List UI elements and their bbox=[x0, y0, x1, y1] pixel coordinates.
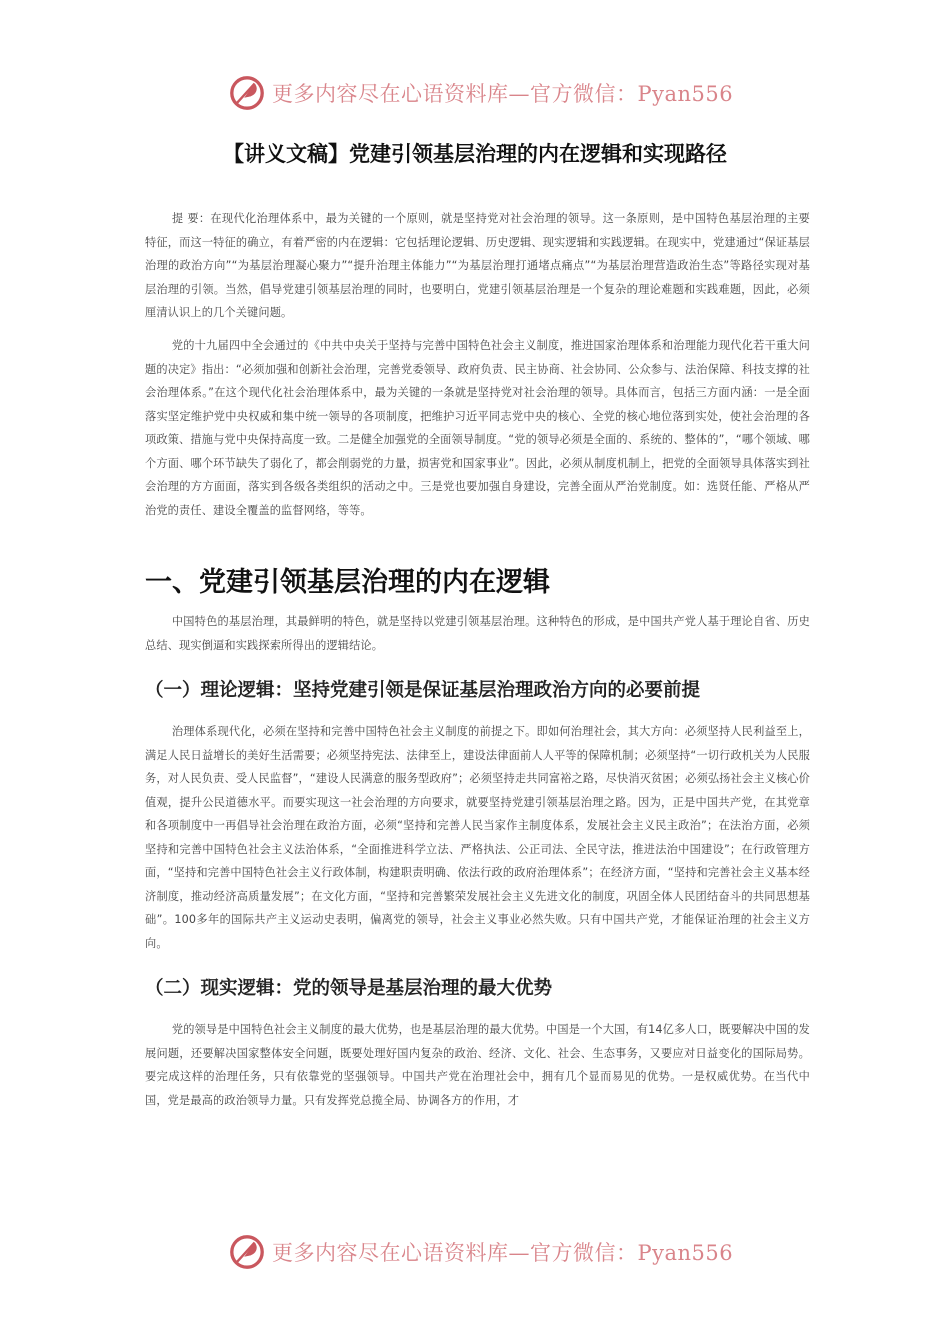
quill-circle-icon bbox=[228, 74, 266, 112]
document-title: 【讲义文稿】党建引领基层治理的内在逻辑和实现路径 bbox=[223, 142, 727, 166]
banner-text: 更多内容尽在心语资料库—官方微信：Pyan556 bbox=[272, 1241, 734, 1265]
subsection-heading-reality: （二）现实逻辑：党的领导是基层治理的最大优势 bbox=[145, 978, 553, 999]
quill-circle-icon bbox=[228, 1233, 266, 1271]
section-heading-1: 一、党建引领基层治理的内在逻辑 bbox=[145, 567, 550, 598]
subsection-theory-body: 治理体系现代化，必须在坚持和完善中国特色社会主义制度的前提之下。即如何治理社会，其大方向：必须坚持人民利益至上，满足人民日益增长的美好生活需要；必须坚持宪法、法律至上，建设法律面前人人平等的保障机制；必须坚持“一切行政机关为人民服务，对人民负责、受人民监督”，“建设人民满意的服务型政府”；必须坚持走共同富裕之路，尽快消灭贫困；必须弘扬社会主义核心价值观，提升公民道德水平。而要实现这一社会治理的方向要求，就要坚持党建引领基层治理之路。因为，正是中国共产党，在其党章和各项制度中一再倡导社会治理在政治方面，必须“坚持和完善人民当家作主制度体系，发展社会主义民主政治”；在法治方面，必须坚持和完善中国特色社会主义法治体系，“全面推进科学立法、严格执法、公正司法、全民守法，推进法治中国建设”；在行政管理方面，“坚持和完善中国特色社会主义行政体制，构建职责明确、依法行政的政府治理体系”；在经济方面，“坚持和完善社会主义基本经济制度，推动经济高质量发展”；在文化方面，“坚持和完善繁荣发展社会主义先进文化的制度，巩固全体人民团结奋斗的共同思想基础”。100多年的国际共产主义运动史表明，偏离党的领导，社会主义事业必然失败。只有中国共产党，才能保证治理的社会主义方向。 bbox=[145, 725, 810, 950]
watermark-banner-top bbox=[228, 73, 748, 113]
intro-paragraph: 党的十九届四中全会通过的《中共中央关于坚持与完善中国特色社会主义制度，推进国家治理体系和治理能力现代化若干重大问题的决定》指出：“必须加强和创新社会治理，完善党委领导、政府负责、民主协商、社会协同、公众参与、法治保障、科技支撑的社会治理体系。”在这个现代化社会治理体系中，最为关键的一条就是坚持党对社会治理的领导。具体而言，包括三方面内涵：一是全面落实坚定维护党中央权威和集中统一领导的各项制度，把维护习近平同志党中央的核心、全党的核心地位落到实处，使社会治理的各项政策、措施与党中央保持高度一致。二是健全加强党的全面领导制度。“党的领导必须是全面的、系统的、整体的”，“哪个领域、哪个方面、哪个环节缺失了弱化了，都会削弱党的力量，损害党和国家事业”。因此，必须从制度机制上，把党的全面领导具体落实到社会治理的方方面面，落实到各级各类组织的活动之中。三是党也要加强自身建设，完善全面从严治党制度。如：选贤任能、严格从严治党的责任、建设全覆盖的监督网络，等等。 bbox=[145, 339, 810, 517]
subsection-heading-theory: （一）理论逻辑：坚持党建引领是保证基层治理政治方向的必要前提 bbox=[145, 680, 701, 701]
watermark-banner-bottom bbox=[228, 1232, 748, 1272]
banner-text: 更多内容尽在心语资料库—官方微信：Pyan556 bbox=[272, 82, 734, 106]
abstract-paragraph: 提 要：在现代化治理体系中，最为关键的一个原则，就是坚持党对社会治理的领导。这一条原则，是中国特色基层治理的主要特征，而这一特征的确立，有着严密的内在逻辑：它包括理论逻辑、历史逻辑、现实逻辑和实践逻辑。在现实中，党建通过“保证基层治理的政治方向”“为基层治理凝心聚力”“提升治理主体能力”“为基层治理打通堵点痛点”“为基层治理营造政治生态”等路径实现对基层治理的引领。当然，倡导党建引领基层治理的同时，也要明白，党建引领基层治理是一个复杂的理论难题和实践难题，因此，必须厘清认识上的几个关键问题。 bbox=[145, 212, 810, 319]
section1-lead-paragraph: 中国特色的基层治理，其最鲜明的特色，就是坚持以党建引领基层治理。这种特色的形成，是中国共产党人基于理论自省、历史总结、现实倒逼和实践探索所得出的逻辑结论。 bbox=[145, 615, 810, 652]
subsection-reality-body: 党的领导是中国特色社会主义制度的最大优势，也是基层治理的最大优势。中国是一个大国，有14亿多人口，既要解决中国的发展问题，还要解决国家整体安全问题，既要处理好国内复杂的政治、经济、文化、社会、生态事务，又要应对日益变化的国际局势。要完成这样的治理任务，只有依靠党的坚强领导。中国共产党在治理社会中，拥有几个显而易见的优势。一是权威优势。在当代中国，党是最高的政治领导力量。只有发挥党总揽全局、协调各方的作用，才 bbox=[145, 1023, 810, 1107]
